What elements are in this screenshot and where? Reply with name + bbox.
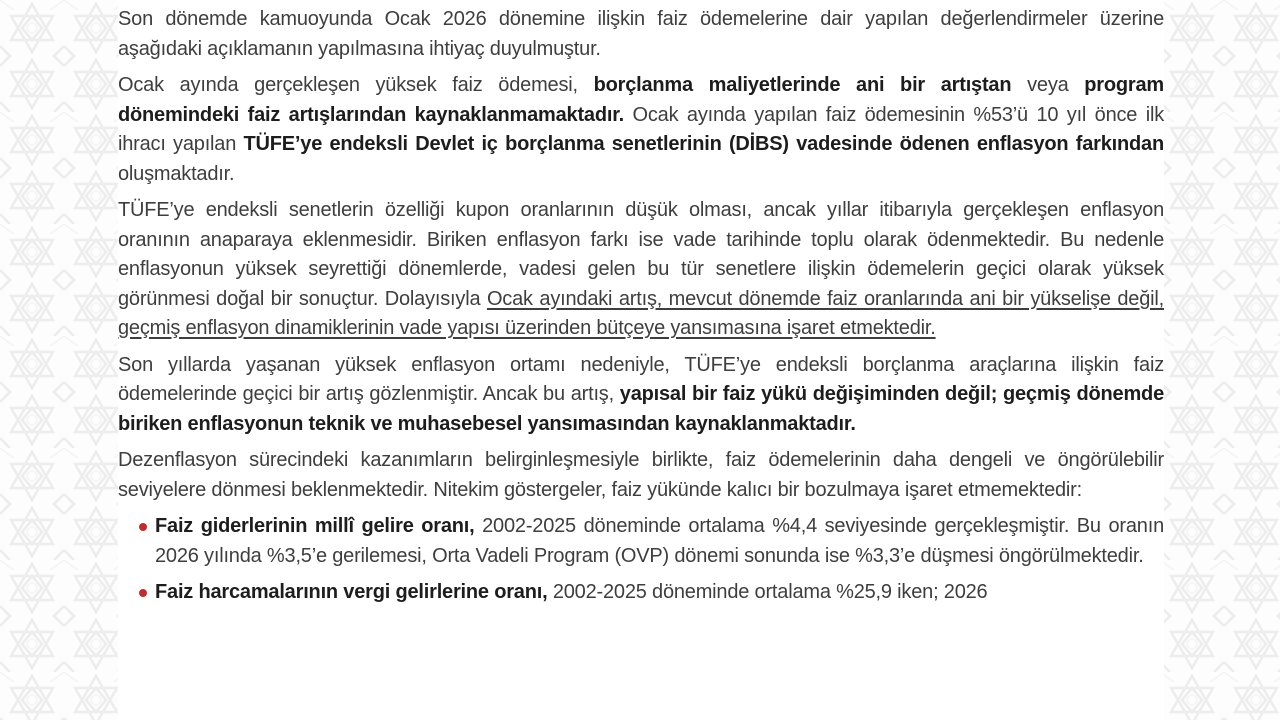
text-run: TÜFE’ye endeksli senetlerin özelliği kupon oranlarının düşük olması, ancak yıllar itibarıyla gerçekleşen enflasyon oranının anaparaya eklenmesidir. Biriken enflasyon farkı ise vade tarihinde toplu olarak ödenmektedir. Bu nedenle enflasyonun yüksek seyrettiği dönemlerde, vadesi gelen bu tür senetlere ilişkin ödemelerin geçici olarak yüksek görünmesi doğal bir sonuçtur. Dolayısıyla [118,199,1164,310]
text-run: Ocak ayında gerçekleşen yüksek faiz ödemesi, [118,74,594,96]
text-run: veya [1011,74,1085,96]
paragraph-intro [118,5,1164,64]
text-run-bold: Faiz harcamalarının vergi gelirlerine oranı, [155,581,548,603]
statement-body [118,0,1164,720]
text-run-bold: program dönemindeki faiz artışlarından kaynaklanmamaktadır. [118,74,1164,126]
list-item-interest-to-gdp [118,512,1164,571]
paragraph-cpi-indexed-notes [118,196,1164,344]
right-border-pattern [1160,0,1280,720]
paragraph-january-payment [118,71,1164,189]
text-run-bold: Faiz giderlerinin millî gelire oranı, [155,515,475,537]
indicator-list [118,512,1164,608]
text-run: Dezenflasyon sürecindeki kazanımların belirginleşmesiyle birlikte, faiz ödemelerinin daha dengeli ve öngörülebilir seviyelere dönmesi beklenmektedir. Nitekim göstergeler, faiz yükünde kalıcı bir bozulmaya işaret etmemektedir: [118,449,1164,501]
text-run: 2002-2025 döneminde ortalama %25,9 iken; 2026 [547,581,988,603]
text-run-underlined: Ocak ayındaki artış, mevcut dönemde faiz oranlarında ani bir yükselişe değil, geçmiş enflasyon dinamiklerinin vade yapısı üzerinden bütçeye yansımasına işaret etmektedir. [118,287,1164,339]
text-run: Son dönemde kamuoyunda Ocak 2026 dönemine ilişkin faiz ödemelerine dair yapılan değerlendirmeler üzerine aşağıdaki açıklamanın yapılmasına ihtiyaç duyulmuştur. [118,8,1164,60]
left-border-pattern [0,0,120,720]
text-run-bold: borçlanma maliyetlerinde ani bir artıştan [593,74,1012,96]
text-run-bold: TÜFE’ye endeksli Devlet iç borçlanma senetlerinin (DİBS) vadesinde ödenen enflasyon farkından [243,133,1164,155]
text-run-bold: yapısal bir faiz yükü değişiminden değil; geçmiş dönemde biriken enflasyonun teknik ve muhasebesel yansımasından kaynaklanmaktadır. [118,383,1164,435]
bullet-icon [139,589,147,597]
text-run: Ocak ayında yapılan faiz ödemesinin %53’ü 10 yıl önce ilk ihracı yapılan [118,103,1165,155]
text-run: Son yıllarda yaşanan yüksek enflasyon ortamı nedeniyle, TÜFE’ye endeksli borçlanma araçlarına ilişkin faiz ödemelerinde geçici bir artış gözlenmiştir. Ancak bu artış, [118,353,1164,405]
text-run: oluşmaktadır. [118,162,235,185]
text-run: 2002-2025 döneminde ortalama %4,4 seviyesinde gerçekleşmiştir. Bu oranın 2026 yılında %3,5’e gerilemesi, Orta Vadeli Program (OVP) dönemi sonunda ise %3,3’e düşmesi öngörülmektedir. [155,515,1164,567]
list-item-interest-to-tax [118,578,1164,608]
bullet-icon [139,523,147,531]
paragraph-temporary-increase [118,351,1164,440]
paragraph-disinflation [118,446,1164,505]
